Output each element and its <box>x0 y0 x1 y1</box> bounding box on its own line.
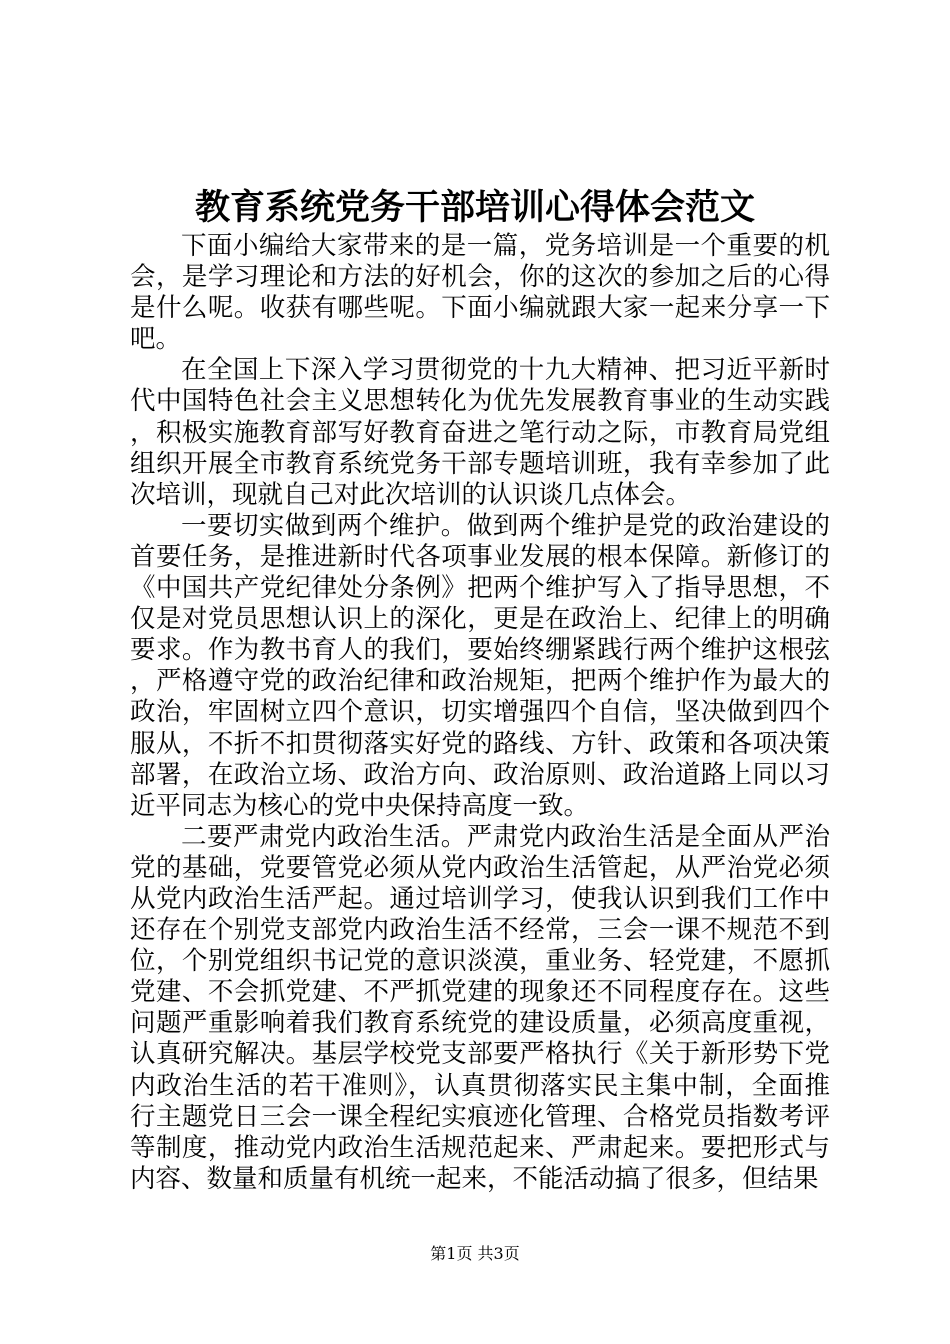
document-body <box>130 231 830 1195</box>
paragraph-point-one: 一要切实做到两个维护。做到两个维护是党的政治建设的首要任务，是推进新时代各项事业发展的根本保障。新修订的《中国共产党纪律处分条例》把两个维护写入了指导思想，不仅是对党员思想认识上的深化，更是在政治上、纪律上的明确要求。作为教书育人的我们，要始终绷紧践行两个维护这根弦，严格遵守党的政治纪律和政治规矩，把两个维护作为最大的政治，牢固树立四个意识，切实增强四个自信，坚决做到四个服从，不折不扣贯彻落实好党的路线、方针、政策和各项决策部署，在政治立场、政治方向、政治原则、政治道路上同以习近平同志为核心的党中央保持高度一致。 <box>130 510 830 821</box>
page-number-footer: 第1页 共3页 <box>430 1244 520 1263</box>
document-title: 教育系统党务干部培训心得体会范文 <box>194 187 755 228</box>
paragraph-point-two: 二要严肃党内政治生活。严肃党内政治生活是全面从严治党的基础，党要管党必须从党内政治生活管起，从严治党必须从党内政治生活严起。通过培训学习，使我认识到我们工作中还存在个别党支部党内政治生活不经常，三会一课不规范不到位，个别党组织书记党的意识淡漠，重业务、轻党建，不愿抓党建、不会抓党建、不严抓党建的现象还不同程度存在。这些问题严重影响着我们教育系统党的建设质量，必须高度重视，认真研究解决。基层学校党支部要严格执行《关于新形势下党内政治生活的若干准则》，认真贯彻落实民主集中制，全面推行主题党日三会一课全程纪实痕迹化管理、合格党员指数考评等制度，推动党内政治生活规范起来、严肃起来。要把形式与内容、数量和质量有机统一起来，不能活动搞了很多，但结果 <box>130 821 830 1194</box>
paragraph-background: 在全国上下深入学习贯彻党的十九大精神、把习近平新时代中国特色社会主义思想转化为优先发展教育事业的生动实践，积极实施教育部写好教育奋进之笔行动之际，市教育局党组组织开展全市教育系统党务干部专题培训班，我有幸参加了此次培训，现就自己对此次培训的认识谈几点体会。 <box>130 355 830 510</box>
paragraph-intro: 下面小编给大家带来的是一篇，党务培训是一个重要的机会，是学习理论和方法的好机会，你的这次的参加之后的心得是什么呢。收获有哪些呢。下面小编就跟大家一起来分享一下吧。 <box>130 231 830 355</box>
